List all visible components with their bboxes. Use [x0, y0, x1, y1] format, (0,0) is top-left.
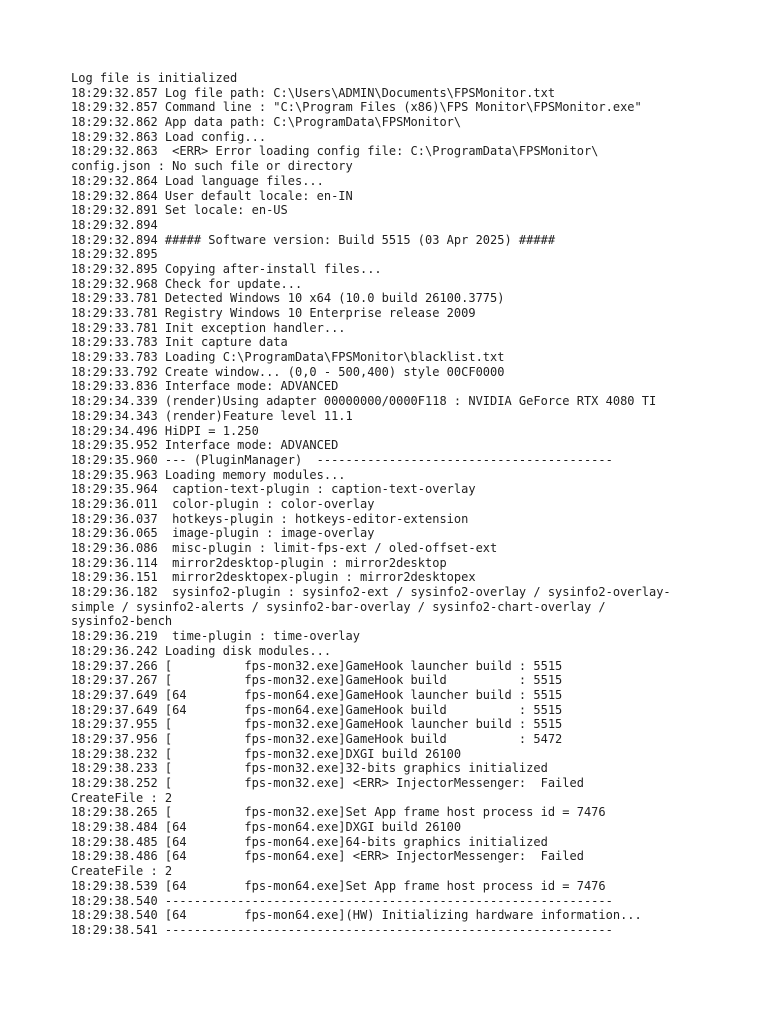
- log-line: 18:29:36.086 misc-plugin : limit-fps-ext / oled-offset-ext: [71, 541, 498, 555]
- log-line: 18:29:33.783 Init capture data: [71, 335, 288, 350]
- log-text: [71, 71, 731, 938]
- log-line: 18:29:35.960 --- (PluginManager) -----------------------------------------: [71, 452, 613, 467]
- log-line: 18:29:36.242 Loading disk modules...: [71, 643, 332, 658]
- log-line: 18:29:36.219 time-plugin : time-overlay: [71, 629, 360, 644]
- log-line: config.json : No such file or directory: [71, 159, 353, 174]
- log-line: 18:29:38.252 [ fps-mon32.exe] <ERR> InjectorMessenger: Failed: [71, 776, 584, 790]
- log-line: 18:29:33.781 Detected Windows 10 x64 (10.0 build 26100.3775): [71, 291, 505, 306]
- log-line: 18:29:33.781 Init exception handler...: [71, 320, 346, 335]
- log-line: 18:29:37.649 [64 fps-mon64.exe]GameHook launcher build : 5515: [71, 687, 563, 702]
- log-line: 18:29:34.339 (render)Using adapter 00000000/0000F118 : NVIDIA GeForce RTX 4080 TI: [71, 394, 657, 409]
- log-line: 18:29:36.037 hotkeys-plugin : hotkeys-editor-extension: [71, 511, 469, 526]
- log-line: 18:29:34.343 (render)Feature level 11.1: [71, 408, 353, 423]
- log-line: 18:29:33.781 Registry Windows 10 Enterprise release 2009: [71, 306, 476, 320]
- log-line: sysinfo2-bench: [71, 614, 173, 629]
- log-line: 18:29:37.267 [ fps-mon32.exe]GameHook build : 5515: [71, 673, 563, 688]
- log-line: 18:29:32.857 Command line : "C:\Program Files (x86)\FPS Monitor\FPSMonitor.exe": [71, 100, 642, 115]
- log-line: 18:29:38.540 [64 fps-mon64.exe](HW) Initializing hardware information...: [71, 908, 642, 923]
- log-line: 18:29:32.864 Load language files...: [71, 173, 324, 188]
- log-line: 18:29:32.895 Copying after-install files...: [71, 261, 382, 276]
- log-line: Log file is initialized: [71, 71, 238, 85]
- log-line: 18:29:32.863 <ERR> Error loading config file: C:\ProgramData\FPSMonitor\: [71, 144, 599, 159]
- log-line: 18:29:35.952 Interface mode: ADVANCED: [71, 438, 339, 453]
- log-line: 18:29:35.964 caption-text-plugin : caption-text-overlay: [71, 482, 476, 497]
- log-line: 18:29:33.836 Interface mode: ADVANCED: [71, 379, 339, 394]
- log-line: 18:29:32.968 Check for update...: [71, 276, 303, 291]
- log-line: 18:29:32.863 Load config...: [71, 129, 267, 144]
- log-line: 18:29:36.114 mirror2desktop-plugin : mirror2desktop: [71, 555, 447, 570]
- log-line: 18:29:38.541 --------------------------------------------------------------: [71, 922, 613, 937]
- log-line: 18:29:38.265 [ fps-mon32.exe]Set App frame host process id = 7476: [71, 805, 606, 820]
- log-line: 18:29:32.894 ##### Software version: Build 5515 (03 Apr 2025) #####: [71, 232, 556, 247]
- log-line: 18:29:32.857 Log file path: C:\Users\ADMIN\Documents\FPSMonitor.txt: [71, 85, 556, 100]
- log-line: simple / sysinfo2-alerts / sysinfo2-bar-overlay / sysinfo2-chart-overlay /: [71, 599, 606, 614]
- log-line: 18:29:37.955 [ fps-mon32.exe]GameHook launcher build : 5515: [71, 717, 563, 732]
- log-line: 18:29:32.862 App data path: C:\ProgramData\FPSMonitor\: [71, 115, 462, 130]
- log-line: 18:29:38.232 [ fps-mon32.exe]DXGI build 26100: [71, 746, 462, 761]
- log-line: CreateFile : 2: [71, 790, 173, 805]
- log-line: 18:29:32.891 Set locale: en-US: [71, 203, 288, 218]
- log-line: 18:29:37.649 [64 fps-mon64.exe]GameHook build : 5515: [71, 702, 563, 717]
- log-line: 18:29:32.864 User default locale: en-IN: [71, 188, 353, 203]
- log-line: 18:29:36.151 mirror2desktopex-plugin : mirror2desktopex: [71, 570, 476, 585]
- log-line: 18:29:38.233 [ fps-mon32.exe]32-bits graphics initialized: [71, 761, 548, 776]
- log-line: 18:29:37.956 [ fps-mon32.exe]GameHook build : 5472: [71, 731, 563, 746]
- log-line: 18:29:36.065 image-plugin : image-overlay: [71, 526, 375, 541]
- log-line: 18:29:33.783 Loading C:\ProgramData\FPSMonitor\blacklist.txt: [71, 350, 505, 365]
- log-line: 18:29:32.894: [71, 217, 158, 232]
- log-line: CreateFile : 2: [71, 864, 173, 879]
- log-line: 18:29:34.496 HiDPI = 1.250: [71, 423, 259, 438]
- log-line: 18:29:38.539 [64 fps-mon64.exe]Set App frame host process id = 7476: [71, 878, 606, 893]
- log-line: 18:29:38.485 [64 fps-mon64.exe]64-bits graphics initialized: [71, 834, 548, 849]
- log-line: 18:29:38.540 --------------------------------------------------------------: [71, 893, 613, 908]
- log-line: 18:29:33.792 Create window... (0,0 - 500,400) style 00CF0000: [71, 364, 505, 379]
- log-line: 18:29:38.486 [64 fps-mon64.exe] <ERR> InjectorMessenger: Failed: [71, 849, 584, 864]
- log-line: 18:29:38.484 [64 fps-mon64.exe]DXGI build 26100: [71, 820, 462, 835]
- log-line: 18:29:35.963 Loading memory modules...: [71, 467, 346, 482]
- log-line: 18:29:32.895: [71, 247, 158, 262]
- log-line: 18:29:36.182 sysinfo2-plugin : sysinfo2-ext / sysinfo2-overlay / sysinfo2-overlay-: [71, 585, 671, 600]
- log-line: 18:29:36.011 color-plugin : color-overlay: [71, 496, 375, 511]
- log-line: 18:29:37.266 [ fps-mon32.exe]GameHook launcher build : 5515: [71, 658, 563, 673]
